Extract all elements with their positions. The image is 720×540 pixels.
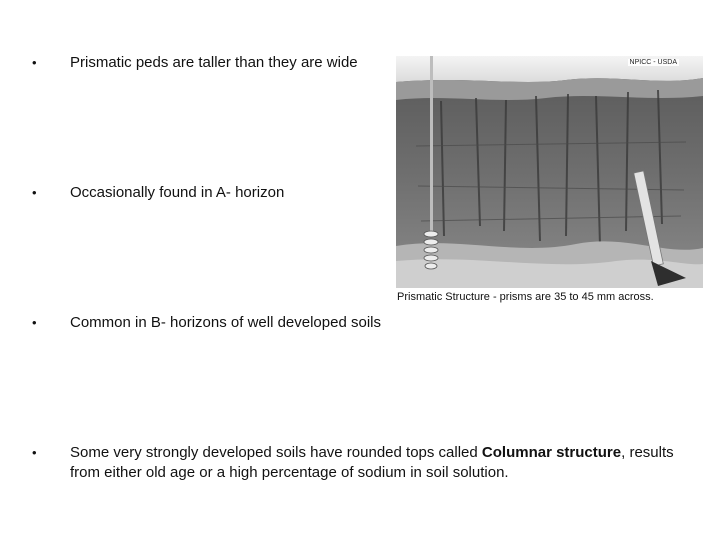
soil-photo-illustration [396, 56, 703, 288]
bullet-marker: • [32, 55, 37, 70]
bullet-marker: • [32, 315, 37, 330]
soil-profile-photo [396, 56, 703, 288]
bullet-marker: • [32, 445, 37, 460]
bullet-text-4-start: Some very strongly developed soils have rounded tops called [70, 444, 482, 461]
photo-credit: NPICC - USDA [629, 59, 677, 66]
bullet-text-1: Prismatic peds are taller than they are wide [70, 54, 358, 71]
columnar-structure-term: Columnar structure [481, 444, 622, 461]
photo-caption: Prismatic Structure - prisms are 35 to 45 mm across. [397, 291, 654, 303]
bullet-text-4 [70, 443, 690, 483]
bullet-marker: • [32, 185, 37, 200]
bullet-text-3: Common in B- horizons of well developed soils [70, 314, 381, 331]
bullet-text-2: Occasionally found in A- horizon [70, 184, 285, 201]
bullet-text-4-end: , results from either old age or a high percentage of sodium in soil solution. [70, 444, 674, 481]
